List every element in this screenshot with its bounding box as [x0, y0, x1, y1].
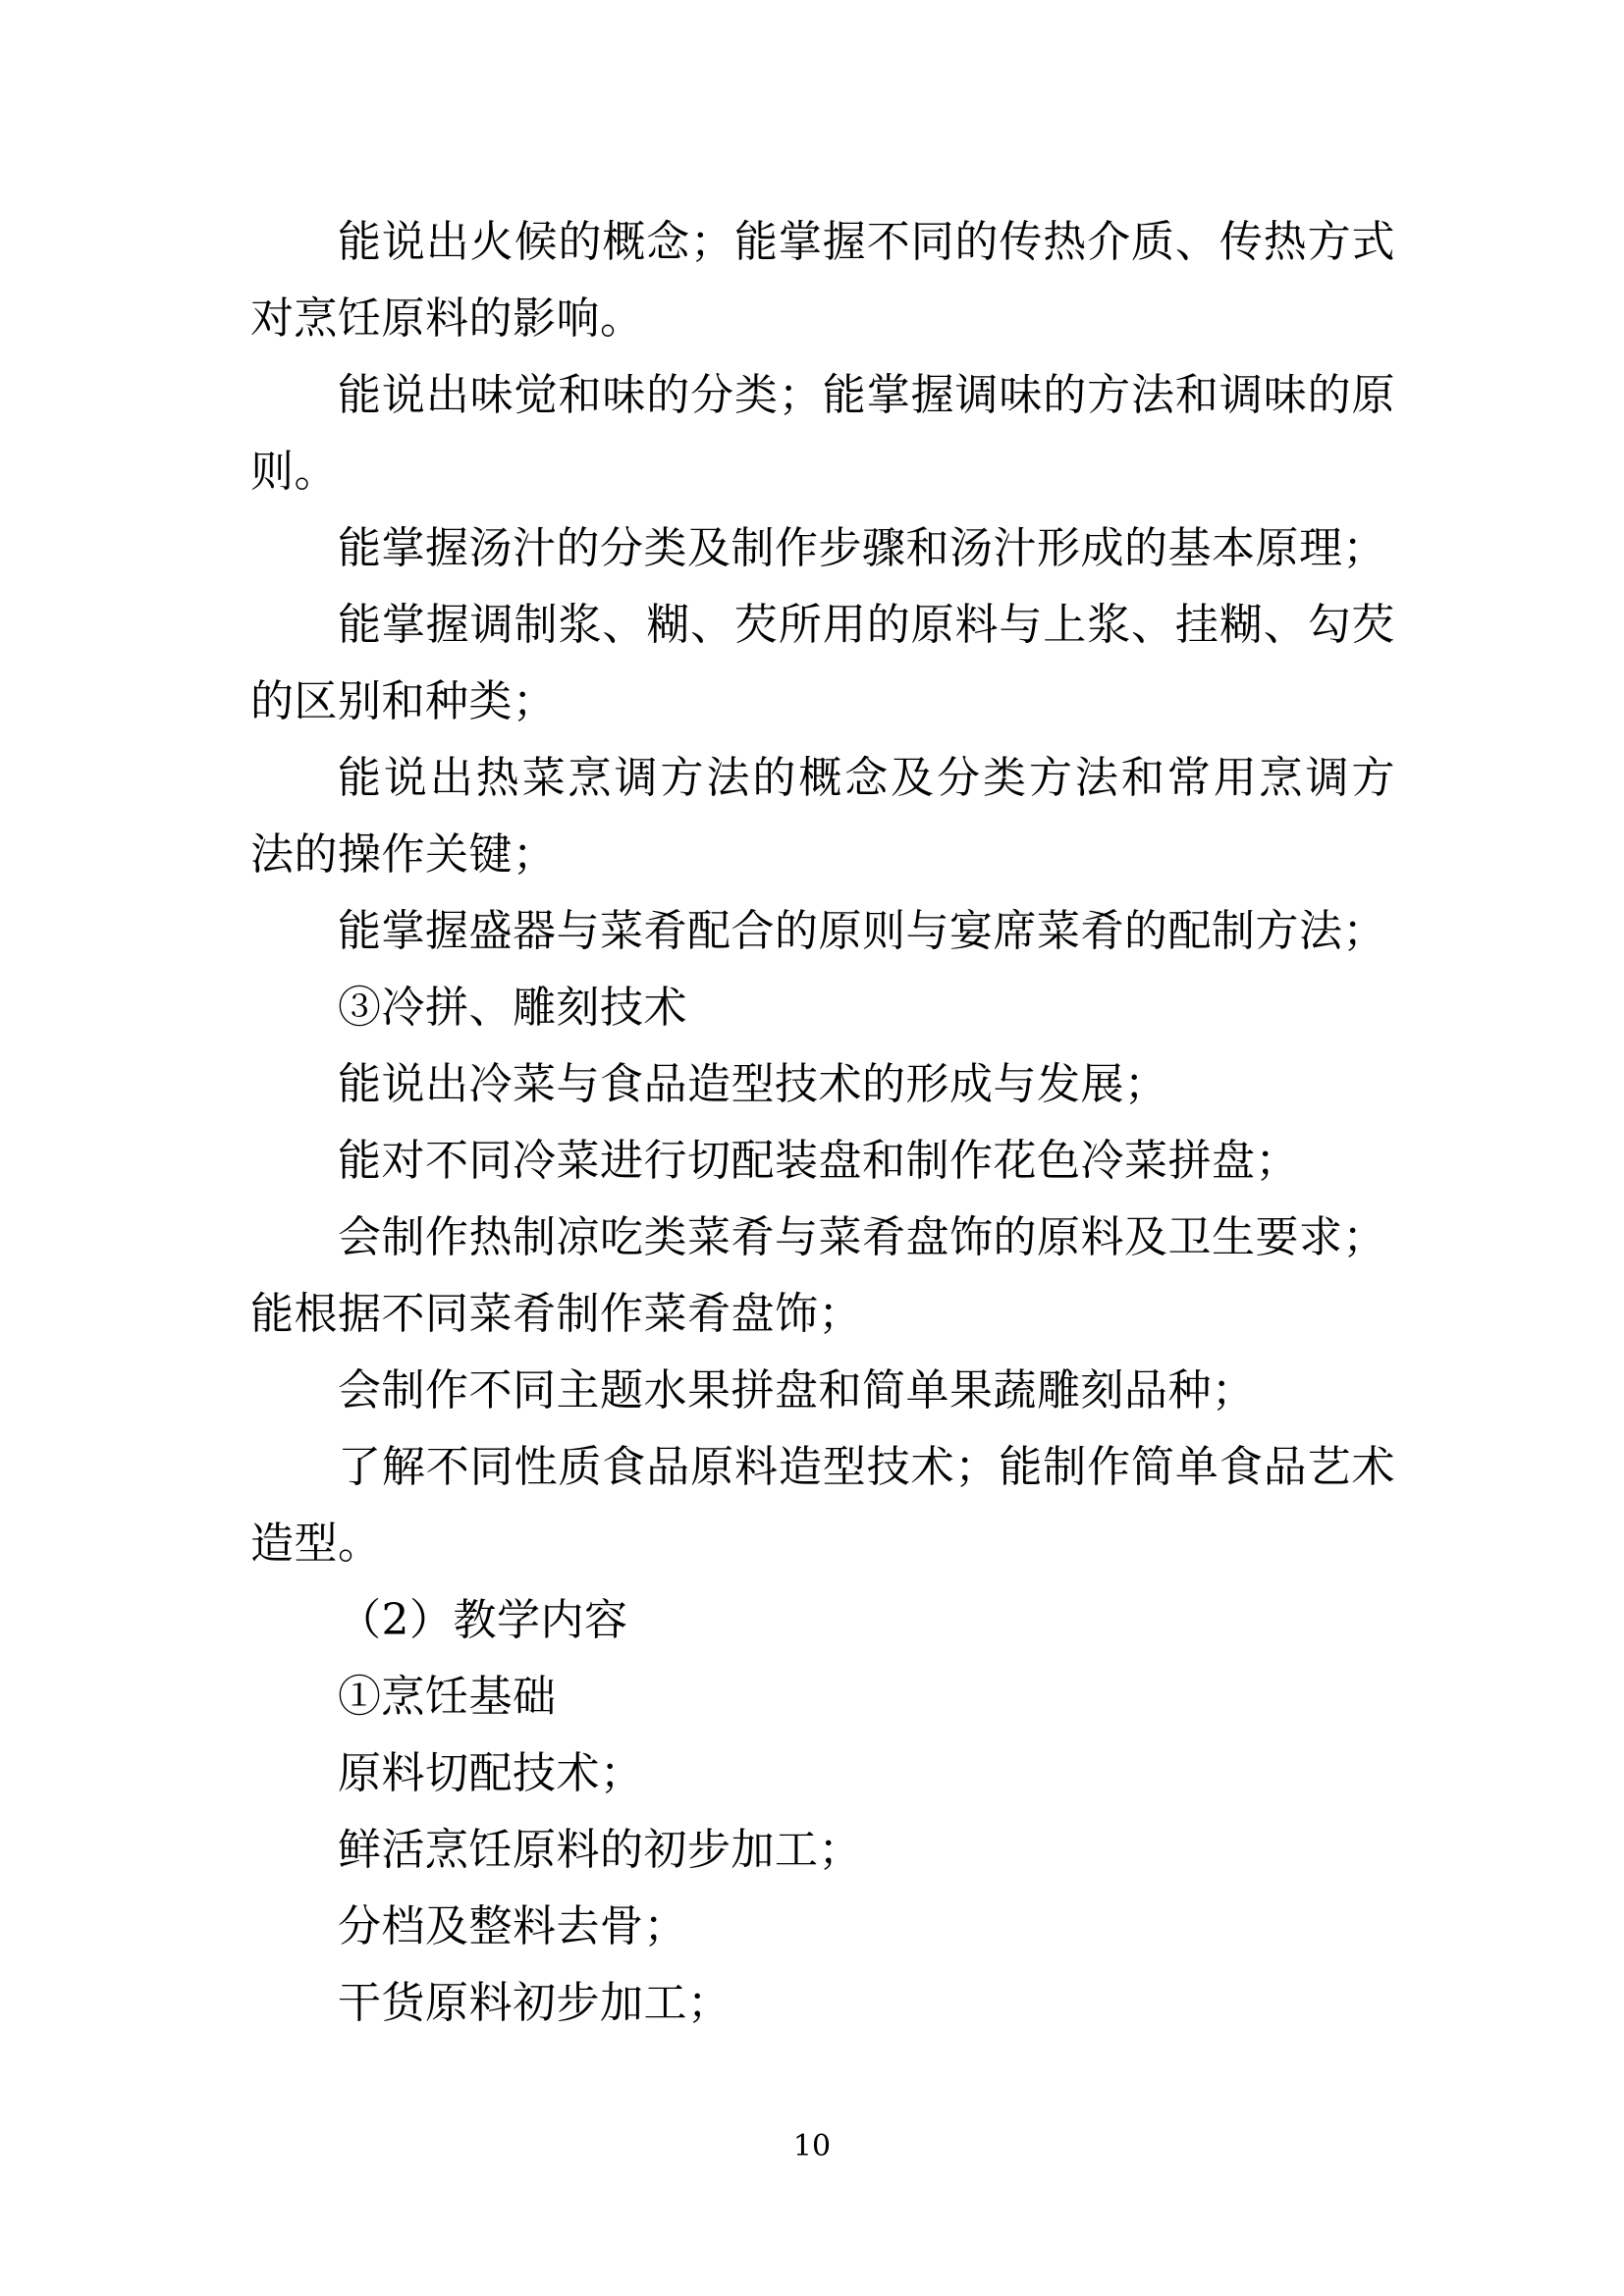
text-line: 分档及整料去骨；: [338, 1901, 687, 1951]
text-line: 法的操作关键；: [250, 829, 557, 880]
text-line: 能掌握汤汁的分类及制作步骤和汤汁形成的基本原理；: [338, 523, 1386, 573]
text-line: 能说出热菜烹调方法的概念及分类方法和常用烹调方: [338, 753, 1395, 803]
text-line: 会制作热制凉吃类菜肴与菜肴盘饰的原料及卫生要求；: [338, 1212, 1386, 1262]
text-line: 能说出味觉和味的分类；能掌握调味的方法和调味的原: [338, 370, 1395, 420]
text-line: 鲜活烹饪原料的初步加工；: [338, 1825, 862, 1875]
text-block: [250, 204, 1395, 2042]
text-line: （2）教学内容: [338, 1595, 628, 1645]
text-line: ①烹饪基础: [338, 1672, 557, 1722]
text-line: 造型。: [250, 1519, 382, 1569]
text-line: 能说出冷菜与食品造型技术的形成与发展；: [338, 1059, 1168, 1109]
text-line: 能说出火候的概念；能掌握不同的传热介质、传热方式: [338, 217, 1395, 267]
text-line: 能掌握盛器与菜肴配合的原则与宴席菜肴的配制方法；: [338, 906, 1386, 956]
text-line: 能根据不同菜肴制作菜肴盘饰；: [250, 1289, 862, 1339]
text-line: 的区别和种类；: [250, 676, 557, 726]
text-line: 能掌握调制浆、糊、芡所用的原料与上浆、挂糊、勾芡: [338, 600, 1395, 650]
text-line: ③冷拼、雕刻技术: [338, 983, 687, 1033]
text-line: 原料切配技术；: [338, 1748, 644, 1798]
text-line: 对烹饪原料的影响。: [250, 294, 644, 344]
text-line: 能对不同冷菜进行切配装盘和制作花色冷菜拼盘；: [338, 1136, 1299, 1186]
text-line: 干货原料初步加工；: [338, 1978, 731, 2028]
text-line: 会制作不同主题水果拼盘和简单果蔬雕刻品种；: [338, 1365, 1256, 1415]
text-line: 了解不同性质食品原料造型技术；能制作简单食品艺术: [338, 1442, 1395, 1492]
text-line: 则。: [250, 447, 338, 497]
page-number: 10: [792, 2129, 832, 2163]
